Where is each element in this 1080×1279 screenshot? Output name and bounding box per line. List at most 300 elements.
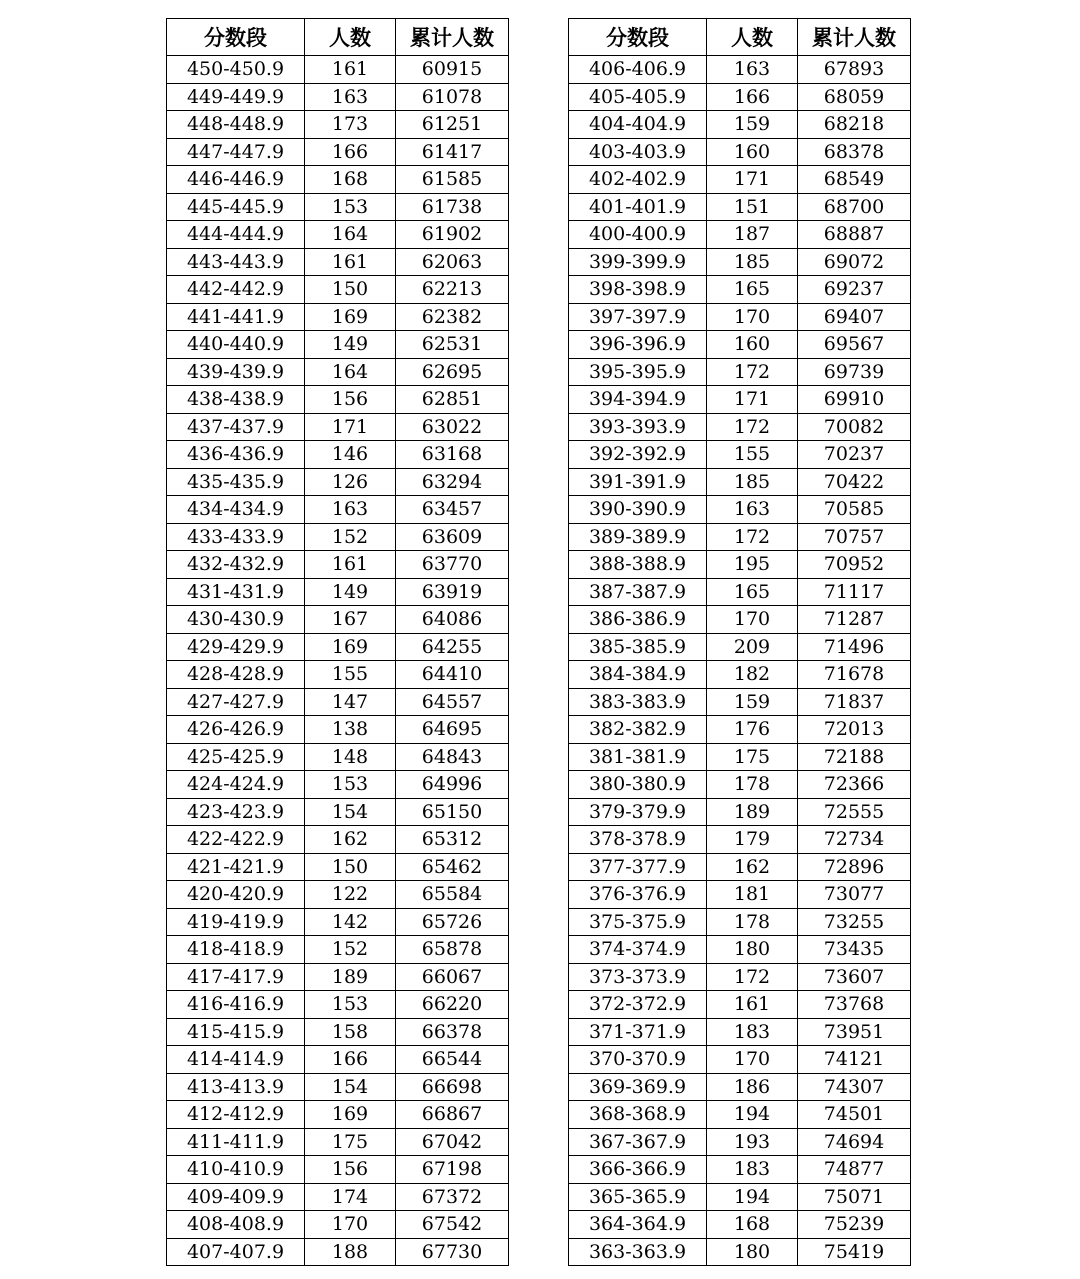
cell-score-range: 415-415.9 [167, 1018, 305, 1046]
cell-cumulative: 75419 [798, 1238, 911, 1266]
table-row [569, 496, 911, 524]
table-row [167, 331, 509, 359]
cell-cumulative: 72896 [798, 853, 911, 881]
cell-cumulative: 63609 [396, 523, 509, 551]
table-row [569, 771, 911, 799]
cell-count: 163 [707, 496, 798, 524]
table-row [569, 303, 911, 331]
cell-count: 171 [707, 166, 798, 194]
cell-score-range: 447-447.9 [167, 138, 305, 166]
cell-count: 193 [707, 1128, 798, 1156]
table-row [569, 798, 911, 826]
cell-score-range: 393-393.9 [569, 413, 707, 441]
table-row [167, 606, 509, 634]
cell-score-range: 407-407.9 [167, 1238, 305, 1266]
table-row [569, 936, 911, 964]
cell-score-range: 448-448.9 [167, 111, 305, 139]
cell-score-range: 382-382.9 [569, 716, 707, 744]
cell-cumulative: 70952 [798, 551, 911, 579]
table-row [167, 716, 509, 744]
cell-cumulative: 61585 [396, 166, 509, 194]
cell-count: 176 [707, 716, 798, 744]
cell-cumulative: 62531 [396, 331, 509, 359]
cell-score-range: 424-424.9 [167, 771, 305, 799]
cell-count: 159 [707, 688, 798, 716]
cell-count: 187 [707, 221, 798, 249]
table-row [167, 138, 509, 166]
cell-score-range: 376-376.9 [569, 881, 707, 909]
cell-cumulative: 65150 [396, 798, 509, 826]
cell-count: 162 [707, 853, 798, 881]
cell-score-range: 381-381.9 [569, 743, 707, 771]
table-row [167, 881, 509, 909]
cell-cumulative: 71837 [798, 688, 911, 716]
cell-score-range: 403-403.9 [569, 138, 707, 166]
cell-count: 169 [305, 633, 396, 661]
table-row [167, 496, 509, 524]
cell-score-range: 401-401.9 [569, 193, 707, 221]
cell-cumulative: 65726 [396, 908, 509, 936]
cell-cumulative: 73255 [798, 908, 911, 936]
cell-cumulative: 62851 [396, 386, 509, 414]
cell-cumulative: 68549 [798, 166, 911, 194]
cell-cumulative: 75239 [798, 1211, 911, 1239]
cell-count: 153 [305, 991, 396, 1019]
cell-count: 153 [305, 771, 396, 799]
table-row [167, 193, 509, 221]
table-row [569, 881, 911, 909]
table-row [569, 633, 911, 661]
cell-cumulative: 60915 [396, 56, 509, 84]
cell-score-range: 374-374.9 [569, 936, 707, 964]
cell-count: 165 [707, 578, 798, 606]
cell-count: 149 [305, 578, 396, 606]
cell-count: 156 [305, 1156, 396, 1184]
cell-count: 154 [305, 798, 396, 826]
cell-cumulative: 64255 [396, 633, 509, 661]
cell-count: 150 [305, 853, 396, 881]
cell-count: 178 [707, 771, 798, 799]
table-row [569, 1101, 911, 1129]
cell-score-range: 442-442.9 [167, 276, 305, 304]
cell-score-range: 418-418.9 [167, 936, 305, 964]
cell-cumulative: 69910 [798, 386, 911, 414]
table-row [167, 303, 509, 331]
cell-cumulative: 67372 [396, 1183, 509, 1211]
table-row [167, 1101, 509, 1129]
cell-count: 158 [305, 1018, 396, 1046]
table-row [167, 1046, 509, 1074]
cell-score-range: 386-386.9 [569, 606, 707, 634]
cell-score-range: 394-394.9 [569, 386, 707, 414]
cell-count: 188 [305, 1238, 396, 1266]
table-row [167, 578, 509, 606]
cell-cumulative: 72734 [798, 826, 911, 854]
cell-cumulative: 67042 [396, 1128, 509, 1156]
cell-count: 142 [305, 908, 396, 936]
cell-count: 152 [305, 936, 396, 964]
cell-cumulative: 64996 [396, 771, 509, 799]
cell-cumulative: 64410 [396, 661, 509, 689]
cell-count: 163 [305, 496, 396, 524]
header-score-range: 分数段 [569, 19, 707, 56]
cell-count: 160 [707, 331, 798, 359]
cell-score-range: 385-385.9 [569, 633, 707, 661]
cell-score-range: 438-438.9 [167, 386, 305, 414]
cell-score-range: 395-395.9 [569, 358, 707, 386]
cell-score-range: 445-445.9 [167, 193, 305, 221]
cell-cumulative: 70082 [798, 413, 911, 441]
table-row [167, 1073, 509, 1101]
table-row [569, 688, 911, 716]
cell-count: 166 [305, 138, 396, 166]
cell-count: 161 [305, 56, 396, 84]
cell-score-range: 400-400.9 [569, 221, 707, 249]
table-row [569, 193, 911, 221]
cell-count: 175 [707, 743, 798, 771]
cell-count: 174 [305, 1183, 396, 1211]
table-row [167, 1211, 509, 1239]
cell-count: 150 [305, 276, 396, 304]
cell-cumulative: 65878 [396, 936, 509, 964]
table-row [569, 578, 911, 606]
table-row [569, 826, 911, 854]
cell-count: 171 [305, 413, 396, 441]
table-row [167, 771, 509, 799]
cell-score-range: 440-440.9 [167, 331, 305, 359]
cell-score-range: 369-369.9 [569, 1073, 707, 1101]
header-row [569, 19, 911, 56]
header-row [167, 19, 509, 56]
cell-count: 166 [707, 83, 798, 111]
table-row [167, 413, 509, 441]
cell-cumulative: 65584 [396, 881, 509, 909]
cell-score-range: 413-413.9 [167, 1073, 305, 1101]
cell-cumulative: 63457 [396, 496, 509, 524]
cell-count: 185 [707, 248, 798, 276]
table-row [569, 276, 911, 304]
cell-score-range: 446-446.9 [167, 166, 305, 194]
cell-score-range: 420-420.9 [167, 881, 305, 909]
cell-score-range: 421-421.9 [167, 853, 305, 881]
table-row [569, 1183, 911, 1211]
cell-cumulative: 72188 [798, 743, 911, 771]
table-row [569, 221, 911, 249]
cell-score-range: 371-371.9 [569, 1018, 707, 1046]
cell-score-range: 419-419.9 [167, 908, 305, 936]
cell-cumulative: 61251 [396, 111, 509, 139]
table-row [569, 331, 911, 359]
table-row [167, 936, 509, 964]
table-row [569, 441, 911, 469]
cell-score-range: 408-408.9 [167, 1211, 305, 1239]
cell-count: 147 [305, 688, 396, 716]
table-row [167, 1018, 509, 1046]
cell-score-range: 409-409.9 [167, 1183, 305, 1211]
cell-cumulative: 70585 [798, 496, 911, 524]
table-row [167, 248, 509, 276]
cell-cumulative: 64557 [396, 688, 509, 716]
table-row [569, 523, 911, 551]
table-row [569, 56, 911, 84]
cell-cumulative: 74307 [798, 1073, 911, 1101]
cell-cumulative: 61738 [396, 193, 509, 221]
cell-score-range: 404-404.9 [569, 111, 707, 139]
table-row [569, 111, 911, 139]
table-row [569, 386, 911, 414]
cell-cumulative: 72366 [798, 771, 911, 799]
cell-score-range: 363-363.9 [569, 1238, 707, 1266]
cell-count: 161 [305, 248, 396, 276]
cell-count: 156 [305, 386, 396, 414]
table-row [569, 248, 911, 276]
table-row [167, 1156, 509, 1184]
cell-count: 163 [707, 56, 798, 84]
cell-cumulative: 73951 [798, 1018, 911, 1046]
header-count: 人数 [707, 19, 798, 56]
cell-cumulative: 71287 [798, 606, 911, 634]
cell-cumulative: 61417 [396, 138, 509, 166]
cell-cumulative: 62382 [396, 303, 509, 331]
cell-score-range: 398-398.9 [569, 276, 707, 304]
cell-count: 153 [305, 193, 396, 221]
cell-cumulative: 66698 [396, 1073, 509, 1101]
table-row [569, 468, 911, 496]
table-row [167, 386, 509, 414]
cell-score-range: 435-435.9 [167, 468, 305, 496]
cell-score-range: 439-439.9 [167, 358, 305, 386]
cell-count: 194 [707, 1183, 798, 1211]
cell-score-range: 405-405.9 [569, 83, 707, 111]
table-row [167, 991, 509, 1019]
cell-score-range: 396-396.9 [569, 331, 707, 359]
cell-cumulative: 69407 [798, 303, 911, 331]
cell-cumulative: 68378 [798, 138, 911, 166]
cell-cumulative: 73768 [798, 991, 911, 1019]
cell-score-range: 426-426.9 [167, 716, 305, 744]
cell-score-range: 387-387.9 [569, 578, 707, 606]
cell-count: 155 [305, 661, 396, 689]
cell-count: 154 [305, 1073, 396, 1101]
score-table-right [568, 18, 911, 1266]
cell-cumulative: 68218 [798, 111, 911, 139]
cell-cumulative: 71117 [798, 578, 911, 606]
table-row [167, 56, 509, 84]
cell-score-range: 397-397.9 [569, 303, 707, 331]
cell-score-range: 380-380.9 [569, 771, 707, 799]
cell-count: 149 [305, 331, 396, 359]
cell-cumulative: 67198 [396, 1156, 509, 1184]
cell-score-range: 423-423.9 [167, 798, 305, 826]
cell-count: 172 [707, 963, 798, 991]
cell-cumulative: 73435 [798, 936, 911, 964]
cell-count: 164 [305, 358, 396, 386]
cell-count: 181 [707, 881, 798, 909]
table-row [569, 1156, 911, 1184]
cell-score-range: 399-399.9 [569, 248, 707, 276]
table-row [569, 138, 911, 166]
cell-cumulative: 67730 [396, 1238, 509, 1266]
cell-count: 168 [707, 1211, 798, 1239]
cell-cumulative: 63294 [396, 468, 509, 496]
table-row [167, 826, 509, 854]
cell-score-range: 389-389.9 [569, 523, 707, 551]
cell-count: 170 [707, 1046, 798, 1074]
cell-count: 169 [305, 1101, 396, 1129]
cell-score-range: 384-384.9 [569, 661, 707, 689]
cell-score-range: 373-373.9 [569, 963, 707, 991]
table-row [569, 1073, 911, 1101]
cell-score-range: 425-425.9 [167, 743, 305, 771]
cell-cumulative: 64086 [396, 606, 509, 634]
table-row [167, 661, 509, 689]
table-row [569, 963, 911, 991]
cell-count: 183 [707, 1156, 798, 1184]
cell-score-range: 406-406.9 [569, 56, 707, 84]
cell-cumulative: 61078 [396, 83, 509, 111]
cell-score-range: 450-450.9 [167, 56, 305, 84]
table-row [569, 1046, 911, 1074]
cell-count: 167 [305, 606, 396, 634]
cell-cumulative: 73607 [798, 963, 911, 991]
cell-cumulative: 63022 [396, 413, 509, 441]
cell-score-range: 368-368.9 [569, 1101, 707, 1129]
table-row [167, 688, 509, 716]
cell-score-range: 388-388.9 [569, 551, 707, 579]
cell-count: 152 [305, 523, 396, 551]
cell-score-range: 432-432.9 [167, 551, 305, 579]
cell-count: 122 [305, 881, 396, 909]
cell-score-range: 365-365.9 [569, 1183, 707, 1211]
cell-score-range: 449-449.9 [167, 83, 305, 111]
cell-count: 155 [707, 441, 798, 469]
cell-score-range: 430-430.9 [167, 606, 305, 634]
header-cumulative: 累计人数 [798, 19, 911, 56]
table-row [167, 221, 509, 249]
cell-score-range: 410-410.9 [167, 1156, 305, 1184]
cell-count: 183 [707, 1018, 798, 1046]
cell-cumulative: 74694 [798, 1128, 911, 1156]
cell-cumulative: 67893 [798, 56, 911, 84]
cell-cumulative: 63919 [396, 578, 509, 606]
cell-count: 186 [707, 1073, 798, 1101]
cell-score-range: 428-428.9 [167, 661, 305, 689]
cell-count: 170 [305, 1211, 396, 1239]
cell-score-range: 402-402.9 [569, 166, 707, 194]
cell-count: 161 [305, 551, 396, 579]
cell-count: 170 [707, 303, 798, 331]
table-row [569, 1128, 911, 1156]
cell-cumulative: 69237 [798, 276, 911, 304]
cell-count: 165 [707, 276, 798, 304]
cell-score-range: 411-411.9 [167, 1128, 305, 1156]
table-row [569, 166, 911, 194]
cell-count: 159 [707, 111, 798, 139]
cell-score-range: 431-431.9 [167, 578, 305, 606]
cell-count: 180 [707, 936, 798, 964]
cell-score-range: 379-379.9 [569, 798, 707, 826]
cell-score-range: 375-375.9 [569, 908, 707, 936]
cell-cumulative: 74121 [798, 1046, 911, 1074]
cell-score-range: 378-378.9 [569, 826, 707, 854]
table-row [569, 358, 911, 386]
header-cumulative: 累计人数 [396, 19, 509, 56]
cell-cumulative: 66544 [396, 1046, 509, 1074]
table-row [167, 551, 509, 579]
table-row [569, 83, 911, 111]
table-row [569, 1211, 911, 1239]
cell-count: 166 [305, 1046, 396, 1074]
cell-cumulative: 68700 [798, 193, 911, 221]
cell-score-range: 377-377.9 [569, 853, 707, 881]
cell-score-range: 412-412.9 [167, 1101, 305, 1129]
cell-cumulative: 66067 [396, 963, 509, 991]
score-table-left [166, 18, 509, 1266]
cell-count: 170 [707, 606, 798, 634]
cell-cumulative: 61902 [396, 221, 509, 249]
cell-count: 160 [707, 138, 798, 166]
cell-score-range: 366-366.9 [569, 1156, 707, 1184]
cell-cumulative: 64695 [396, 716, 509, 744]
cell-count: 162 [305, 826, 396, 854]
table-row [167, 1238, 509, 1266]
table-row [167, 1128, 509, 1156]
cell-score-range: 444-444.9 [167, 221, 305, 249]
cell-cumulative: 65462 [396, 853, 509, 881]
table-row [569, 1238, 911, 1266]
table-row [167, 633, 509, 661]
table-row [167, 358, 509, 386]
cell-cumulative: 72555 [798, 798, 911, 826]
cell-score-range: 441-441.9 [167, 303, 305, 331]
cell-cumulative: 74877 [798, 1156, 911, 1184]
cell-cumulative: 63770 [396, 551, 509, 579]
cell-count: 173 [305, 111, 396, 139]
cell-count: 126 [305, 468, 396, 496]
cell-count: 189 [707, 798, 798, 826]
cell-score-range: 364-364.9 [569, 1211, 707, 1239]
table-row [167, 468, 509, 496]
cell-cumulative: 69072 [798, 248, 911, 276]
cell-count: 175 [305, 1128, 396, 1156]
cell-score-range: 433-433.9 [167, 523, 305, 551]
table-row [167, 441, 509, 469]
cell-count: 195 [707, 551, 798, 579]
cell-cumulative: 73077 [798, 881, 911, 909]
cell-score-range: 427-427.9 [167, 688, 305, 716]
cell-count: 171 [707, 386, 798, 414]
cell-score-range: 434-434.9 [167, 496, 305, 524]
cell-cumulative: 62063 [396, 248, 509, 276]
cell-count: 189 [305, 963, 396, 991]
cell-cumulative: 70237 [798, 441, 911, 469]
cell-count: 178 [707, 908, 798, 936]
cell-cumulative: 71496 [798, 633, 911, 661]
cell-cumulative: 62213 [396, 276, 509, 304]
cell-count: 180 [707, 1238, 798, 1266]
table-row [569, 551, 911, 579]
cell-score-range: 416-416.9 [167, 991, 305, 1019]
table-row [167, 963, 509, 991]
cell-cumulative: 62695 [396, 358, 509, 386]
table-row [569, 853, 911, 881]
cell-cumulative: 66220 [396, 991, 509, 1019]
cell-score-range: 370-370.9 [569, 1046, 707, 1074]
cell-cumulative: 64843 [396, 743, 509, 771]
table-row [167, 908, 509, 936]
table-row [167, 523, 509, 551]
table-row [569, 716, 911, 744]
